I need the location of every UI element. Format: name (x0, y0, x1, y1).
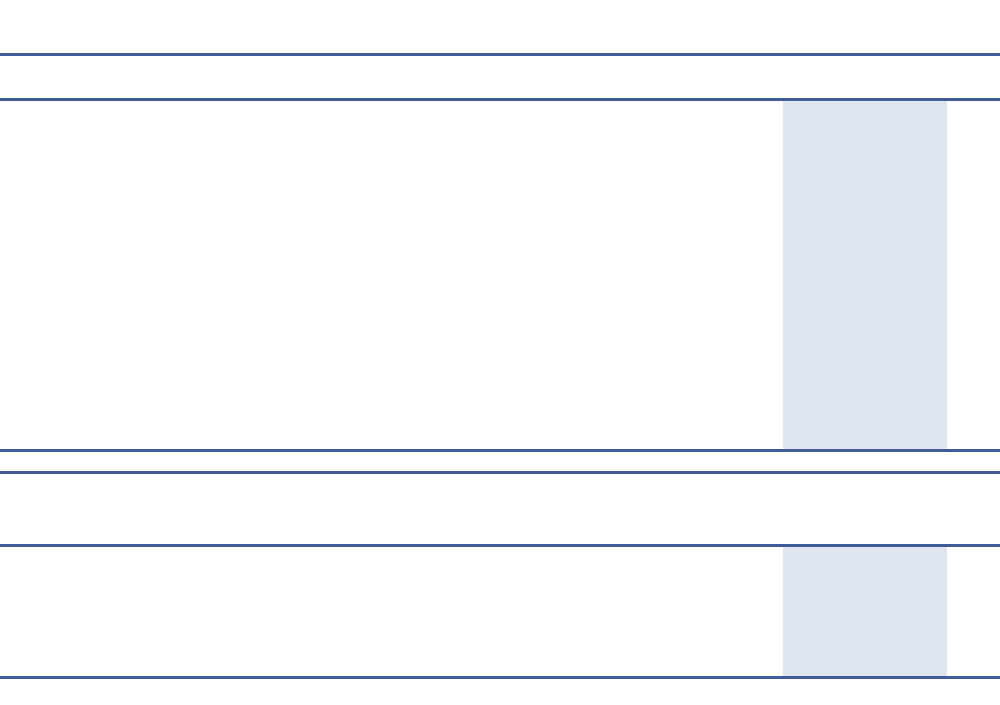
current-column-band-top (783, 100, 947, 450)
top-rule (0, 53, 1000, 56)
header-rule (0, 98, 1000, 101)
bottom-header-rule (0, 544, 1000, 547)
bottom-table-bottom-rule (0, 676, 1000, 679)
bottom-table-top-rule (0, 471, 1000, 474)
top-table-bottom-rule (0, 449, 1000, 452)
current-column-band-bottom (783, 546, 947, 676)
